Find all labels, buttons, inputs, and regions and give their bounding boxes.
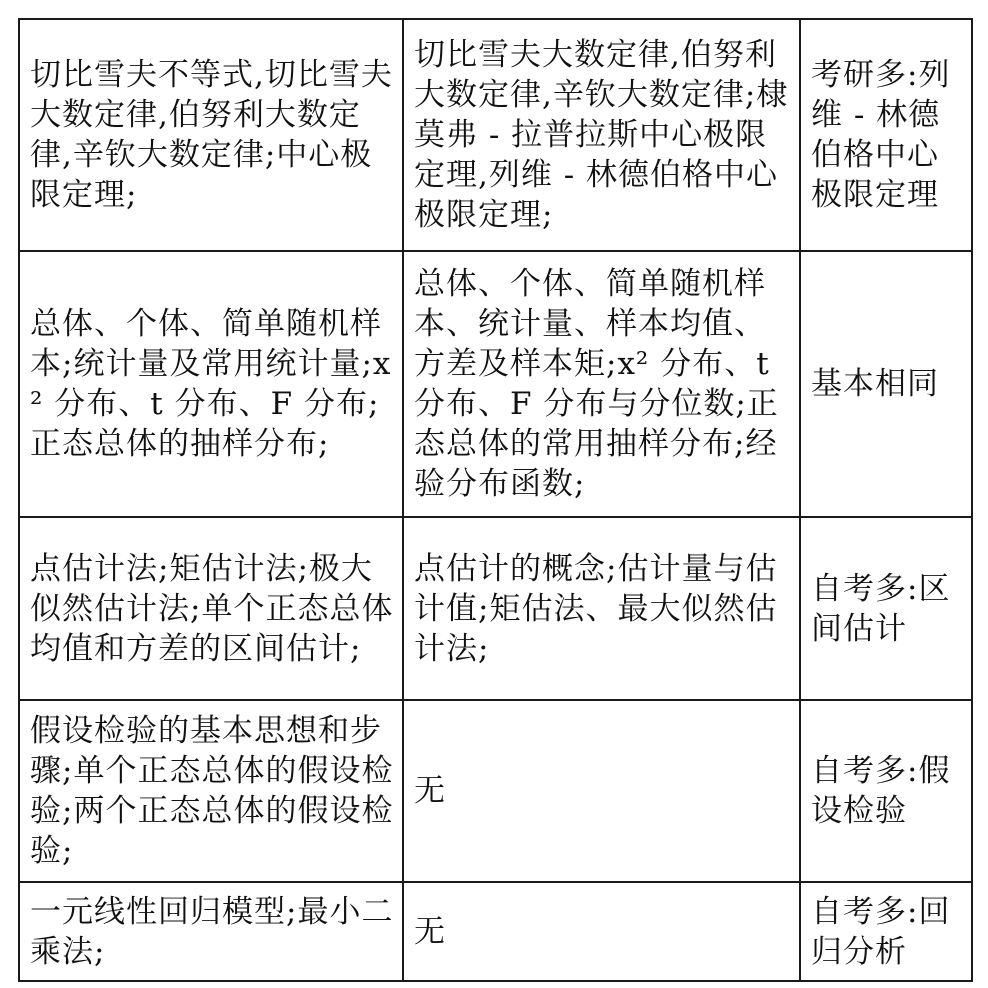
table-cell — [19, 19, 403, 251]
cell-text: 一元线性回归模型;最小二乘法; — [30, 893, 394, 970]
table-row — [19, 251, 972, 517]
comparison-table — [18, 18, 973, 982]
cell-text: 基本相同 — [811, 366, 939, 402]
table-cell — [19, 882, 403, 981]
table-cell — [403, 882, 800, 981]
table-cell — [800, 882, 972, 981]
cell-text: 自考多:回归分析 — [811, 893, 951, 970]
cell-text: 考研多:列维 - 林德伯格中心极限定理 — [811, 57, 951, 213]
cell-text: 假设检验的基本思想和步骤;单个正态总体的假设检验;两个正态总体的假设检验; — [30, 713, 394, 869]
cell-text: 自考多:假设检验 — [811, 753, 951, 829]
table-cell — [19, 517, 403, 700]
table-cell — [403, 700, 800, 882]
table-row — [19, 19, 972, 251]
table-cell — [800, 700, 972, 882]
table-cell — [800, 251, 972, 517]
cell-text: 点估计的概念;估计量与估计值;矩估法、最大似然估计法; — [414, 550, 778, 667]
cell-text: 总体、个体、简单随机样本、统计量、样本均值、方差及样本矩;x² 分布、t 分布、F 分布与分位数;正态总体的常用抽样分布;经验分布函数; — [414, 266, 779, 502]
table-cell — [403, 251, 800, 517]
table-cell — [800, 19, 972, 251]
table-row — [19, 517, 972, 700]
cell-text: 无 — [414, 773, 446, 809]
table-row — [19, 882, 972, 981]
table-cell — [19, 700, 403, 882]
table-cell — [403, 517, 800, 700]
cell-text: 总体、个体、简单随机样本;统计量及常用统计量;x² 分布、t 分布、F 分布;正态总体的抽样分布; — [30, 306, 392, 462]
cell-text: 切比雪夫大数定律,伯努利大数定律,辛钦大数定律;棣莫弗 - 拉普拉斯中心极限定理,列维 - 林德伯格中心极限定理; — [414, 37, 789, 233]
cell-text: 无 — [414, 913, 446, 950]
cell-text: 切比雪夫不等式,切比雪夫大数定律,伯努利大数定律,辛钦大数定律;中心极限定理; — [30, 57, 393, 213]
table-cell — [403, 19, 800, 251]
table-cell — [800, 517, 972, 700]
table-row — [19, 700, 972, 882]
cell-text: 点估计法;矩估计法;极大似然估计法;单个正态总体均值和方差的区间估计; — [30, 550, 394, 667]
cell-text: 自考多:区间估计 — [811, 570, 951, 647]
table-cell — [19, 251, 403, 517]
